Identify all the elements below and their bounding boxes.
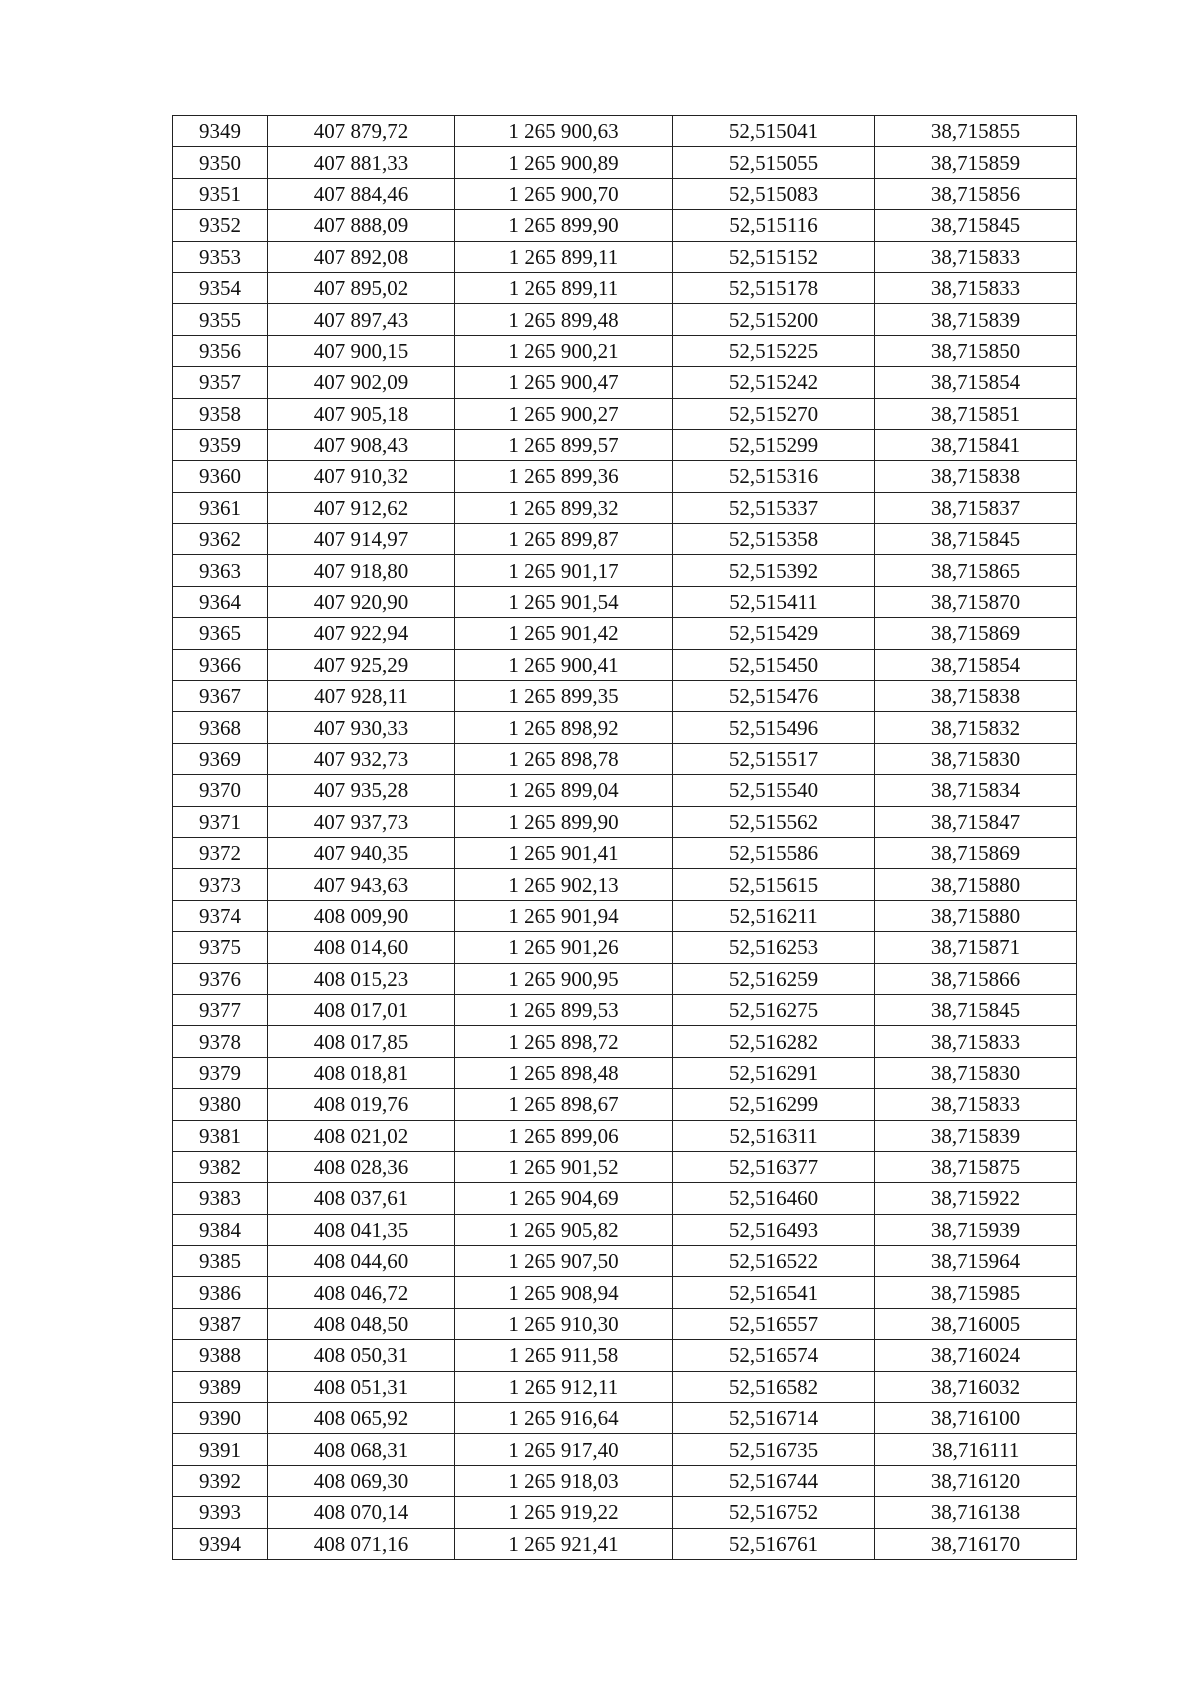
latitude-cell: 52,515242 [673,367,875,398]
latitude-cell: 52,515316 [673,461,875,492]
point-number-cell: 9381 [173,1120,268,1151]
table-row [173,241,1077,272]
y-coordinate-cell: 1 265 900,27 [455,398,673,429]
table-row [173,869,1077,900]
latitude-cell: 52,515540 [673,775,875,806]
table-row [173,492,1077,523]
point-number-cell: 9375 [173,932,268,963]
point-number-cell: 9389 [173,1371,268,1402]
point-number-cell: 9356 [173,335,268,366]
point-number-cell: 9382 [173,1151,268,1182]
table-row [173,1214,1077,1245]
longitude-cell: 38,715854 [875,367,1077,398]
x-coordinate-cell: 408 028,36 [268,1151,455,1182]
table-row [173,1308,1077,1339]
table-row [173,806,1077,837]
x-coordinate-cell: 408 051,31 [268,1371,455,1402]
longitude-cell: 38,716111 [875,1434,1077,1465]
point-number-cell: 9365 [173,618,268,649]
longitude-cell: 38,715859 [875,147,1077,178]
table-row [173,398,1077,429]
latitude-cell: 52,516744 [673,1465,875,1496]
y-coordinate-cell: 1 265 898,67 [455,1089,673,1120]
longitude-cell: 38,715841 [875,429,1077,460]
y-coordinate-cell: 1 265 899,35 [455,681,673,712]
y-coordinate-cell: 1 265 899,48 [455,304,673,335]
table-row [173,304,1077,335]
table-row [173,963,1077,994]
latitude-cell: 52,516541 [673,1277,875,1308]
point-number-cell: 9357 [173,367,268,398]
x-coordinate-cell: 408 070,14 [268,1497,455,1528]
y-coordinate-cell: 1 265 907,50 [455,1246,673,1277]
point-number-cell: 9358 [173,398,268,429]
x-coordinate-cell: 407 892,08 [268,241,455,272]
y-coordinate-cell: 1 265 911,58 [455,1340,673,1371]
table-row [173,1089,1077,1120]
longitude-cell: 38,715845 [875,994,1077,1025]
x-coordinate-cell: 408 017,01 [268,994,455,1025]
latitude-cell: 52,515450 [673,649,875,680]
point-number-cell: 9352 [173,210,268,241]
x-coordinate-cell: 407 881,33 [268,147,455,178]
y-coordinate-cell: 1 265 918,03 [455,1465,673,1496]
table-row [173,837,1077,868]
latitude-cell: 52,515152 [673,241,875,272]
latitude-cell: 52,516291 [673,1057,875,1088]
longitude-cell: 38,715850 [875,335,1077,366]
table-row [173,272,1077,303]
table-body [173,116,1077,1560]
x-coordinate-cell: 408 018,81 [268,1057,455,1088]
point-number-cell: 9349 [173,116,268,147]
table-row [173,367,1077,398]
longitude-cell: 38,715865 [875,555,1077,586]
table-row [173,1026,1077,1057]
y-coordinate-cell: 1 265 901,54 [455,586,673,617]
longitude-cell: 38,715869 [875,837,1077,868]
y-coordinate-cell: 1 265 899,36 [455,461,673,492]
point-number-cell: 9355 [173,304,268,335]
point-number-cell: 9385 [173,1246,268,1277]
table-row [173,461,1077,492]
table-row [173,994,1077,1025]
point-number-cell: 9392 [173,1465,268,1496]
y-coordinate-cell: 1 265 919,22 [455,1497,673,1528]
table-row [173,900,1077,931]
y-coordinate-cell: 1 265 899,32 [455,492,673,523]
latitude-cell: 52,516460 [673,1183,875,1214]
x-coordinate-cell: 407 918,80 [268,555,455,586]
latitude-cell: 52,515116 [673,210,875,241]
x-coordinate-cell: 407 937,73 [268,806,455,837]
latitude-cell: 52,515055 [673,147,875,178]
x-coordinate-cell: 407 884,46 [268,178,455,209]
x-coordinate-cell: 408 015,23 [268,963,455,994]
y-coordinate-cell: 1 265 910,30 [455,1308,673,1339]
table-row [173,1183,1077,1214]
x-coordinate-cell: 407 895,02 [268,272,455,303]
y-coordinate-cell: 1 265 900,95 [455,963,673,994]
point-number-cell: 9387 [173,1308,268,1339]
longitude-cell: 38,715839 [875,1120,1077,1151]
x-coordinate-cell: 407 902,09 [268,367,455,398]
y-coordinate-cell: 1 265 899,06 [455,1120,673,1151]
x-coordinate-cell: 408 037,61 [268,1183,455,1214]
y-coordinate-cell: 1 265 900,21 [455,335,673,366]
x-coordinate-cell: 408 041,35 [268,1214,455,1245]
longitude-cell: 38,715833 [875,272,1077,303]
latitude-cell: 52,515178 [673,272,875,303]
y-coordinate-cell: 1 265 901,94 [455,900,673,931]
y-coordinate-cell: 1 265 902,13 [455,869,673,900]
latitude-cell: 52,516522 [673,1246,875,1277]
longitude-cell: 38,715866 [875,963,1077,994]
latitude-cell: 52,516299 [673,1089,875,1120]
y-coordinate-cell: 1 265 901,42 [455,618,673,649]
table-row [173,932,1077,963]
y-coordinate-cell: 1 265 912,11 [455,1371,673,1402]
x-coordinate-cell: 407 900,15 [268,335,455,366]
point-number-cell: 9363 [173,555,268,586]
x-coordinate-cell: 408 068,31 [268,1434,455,1465]
table-row [173,1057,1077,1088]
latitude-cell: 52,516253 [673,932,875,963]
table-row [173,649,1077,680]
latitude-cell: 52,515337 [673,492,875,523]
latitude-cell: 52,516752 [673,1497,875,1528]
x-coordinate-cell: 408 044,60 [268,1246,455,1277]
y-coordinate-cell: 1 265 900,47 [455,367,673,398]
table-row [173,335,1077,366]
y-coordinate-cell: 1 265 900,70 [455,178,673,209]
x-coordinate-cell: 408 048,50 [268,1308,455,1339]
x-coordinate-cell: 407 914,97 [268,524,455,555]
table-row [173,524,1077,555]
x-coordinate-cell: 408 071,16 [268,1528,455,1559]
table-row [173,1340,1077,1371]
latitude-cell: 52,515517 [673,743,875,774]
point-number-cell: 9378 [173,1026,268,1057]
y-coordinate-cell: 1 265 921,41 [455,1528,673,1559]
latitude-cell: 52,516714 [673,1403,875,1434]
latitude-cell: 52,515299 [673,429,875,460]
latitude-cell: 52,516582 [673,1371,875,1402]
point-number-cell: 9350 [173,147,268,178]
y-coordinate-cell: 1 265 899,57 [455,429,673,460]
longitude-cell: 38,715871 [875,932,1077,963]
longitude-cell: 38,716170 [875,1528,1077,1559]
x-coordinate-cell: 407 910,32 [268,461,455,492]
point-number-cell: 9361 [173,492,268,523]
longitude-cell: 38,715830 [875,743,1077,774]
longitude-cell: 38,715838 [875,461,1077,492]
table-row [173,1528,1077,1559]
y-coordinate-cell: 1 265 900,41 [455,649,673,680]
longitude-cell: 38,715875 [875,1151,1077,1182]
point-number-cell: 9367 [173,681,268,712]
latitude-cell: 52,515392 [673,555,875,586]
x-coordinate-cell: 408 046,72 [268,1277,455,1308]
x-coordinate-cell: 407 940,35 [268,837,455,868]
latitude-cell: 52,515200 [673,304,875,335]
longitude-cell: 38,715856 [875,178,1077,209]
longitude-cell: 38,715830 [875,1057,1077,1088]
table-row [173,116,1077,147]
y-coordinate-cell: 1 265 905,82 [455,1214,673,1245]
longitude-cell: 38,715838 [875,681,1077,712]
point-number-cell: 9354 [173,272,268,303]
x-coordinate-cell: 408 021,02 [268,1120,455,1151]
point-number-cell: 9351 [173,178,268,209]
x-coordinate-cell: 408 069,30 [268,1465,455,1496]
longitude-cell: 38,715851 [875,398,1077,429]
latitude-cell: 52,516311 [673,1120,875,1151]
longitude-cell: 38,716024 [875,1340,1077,1371]
latitude-cell: 52,515411 [673,586,875,617]
longitude-cell: 38,715833 [875,1089,1077,1120]
table-row [173,618,1077,649]
y-coordinate-cell: 1 265 901,17 [455,555,673,586]
latitude-cell: 52,515562 [673,806,875,837]
y-coordinate-cell: 1 265 898,92 [455,712,673,743]
x-coordinate-cell: 407 897,43 [268,304,455,335]
y-coordinate-cell: 1 265 899,11 [455,241,673,272]
table-row [173,743,1077,774]
y-coordinate-cell: 1 265 916,64 [455,1403,673,1434]
x-coordinate-cell: 407 922,94 [268,618,455,649]
y-coordinate-cell: 1 265 898,72 [455,1026,673,1057]
longitude-cell: 38,715832 [875,712,1077,743]
longitude-cell: 38,715839 [875,304,1077,335]
point-number-cell: 9366 [173,649,268,680]
y-coordinate-cell: 1 265 898,78 [455,743,673,774]
point-number-cell: 9374 [173,900,268,931]
y-coordinate-cell: 1 265 904,69 [455,1183,673,1214]
longitude-cell: 38,715833 [875,241,1077,272]
x-coordinate-cell: 407 935,28 [268,775,455,806]
x-coordinate-cell: 408 009,90 [268,900,455,931]
point-number-cell: 9353 [173,241,268,272]
table-row [173,1151,1077,1182]
latitude-cell: 52,515270 [673,398,875,429]
latitude-cell: 52,515496 [673,712,875,743]
y-coordinate-cell: 1 265 901,26 [455,932,673,963]
point-number-cell: 9394 [173,1528,268,1559]
x-coordinate-cell: 408 014,60 [268,932,455,963]
latitude-cell: 52,515476 [673,681,875,712]
longitude-cell: 38,716120 [875,1465,1077,1496]
table-row [173,1371,1077,1402]
latitude-cell: 52,516557 [673,1308,875,1339]
table-row [173,1403,1077,1434]
table-row [173,1277,1077,1308]
y-coordinate-cell: 1 265 899,11 [455,272,673,303]
y-coordinate-cell: 1 265 917,40 [455,1434,673,1465]
longitude-cell: 38,715845 [875,524,1077,555]
longitude-cell: 38,715880 [875,900,1077,931]
y-coordinate-cell: 1 265 901,52 [455,1151,673,1182]
x-coordinate-cell: 407 943,63 [268,869,455,900]
y-coordinate-cell: 1 265 901,41 [455,837,673,868]
table-row [173,1246,1077,1277]
table-row [173,712,1077,743]
y-coordinate-cell: 1 265 899,90 [455,806,673,837]
point-number-cell: 9373 [173,869,268,900]
table-row [173,178,1077,209]
longitude-cell: 38,716032 [875,1371,1077,1402]
longitude-cell: 38,716100 [875,1403,1077,1434]
y-coordinate-cell: 1 265 899,04 [455,775,673,806]
longitude-cell: 38,716005 [875,1308,1077,1339]
latitude-cell: 52,515429 [673,618,875,649]
latitude-cell: 52,516282 [673,1026,875,1057]
table-row [173,147,1077,178]
x-coordinate-cell: 407 912,62 [268,492,455,523]
table-row [173,210,1077,241]
point-number-cell: 9383 [173,1183,268,1214]
table-row [173,1465,1077,1496]
y-coordinate-cell: 1 265 900,89 [455,147,673,178]
point-number-cell: 9380 [173,1089,268,1120]
table-row [173,1120,1077,1151]
latitude-cell: 52,516259 [673,963,875,994]
latitude-cell: 52,515225 [673,335,875,366]
y-coordinate-cell: 1 265 899,53 [455,994,673,1025]
point-number-cell: 9384 [173,1214,268,1245]
longitude-cell: 38,716138 [875,1497,1077,1528]
point-number-cell: 9391 [173,1434,268,1465]
table-row [173,555,1077,586]
point-number-cell: 9362 [173,524,268,555]
point-number-cell: 9386 [173,1277,268,1308]
latitude-cell: 52,515083 [673,178,875,209]
y-coordinate-cell: 1 265 900,63 [455,116,673,147]
point-number-cell: 9372 [173,837,268,868]
longitude-cell: 38,715870 [875,586,1077,617]
y-coordinate-cell: 1 265 908,94 [455,1277,673,1308]
x-coordinate-cell: 407 888,09 [268,210,455,241]
point-number-cell: 9368 [173,712,268,743]
longitude-cell: 38,715845 [875,210,1077,241]
x-coordinate-cell: 407 920,90 [268,586,455,617]
table-row [173,1434,1077,1465]
longitude-cell: 38,715922 [875,1183,1077,1214]
latitude-cell: 52,516761 [673,1528,875,1559]
point-number-cell: 9364 [173,586,268,617]
longitude-cell: 38,715833 [875,1026,1077,1057]
x-coordinate-cell: 408 065,92 [268,1403,455,1434]
x-coordinate-cell: 408 019,76 [268,1089,455,1120]
point-number-cell: 9379 [173,1057,268,1088]
longitude-cell: 38,715985 [875,1277,1077,1308]
latitude-cell: 52,516735 [673,1434,875,1465]
x-coordinate-cell: 407 932,73 [268,743,455,774]
longitude-cell: 38,715964 [875,1246,1077,1277]
x-coordinate-cell: 408 017,85 [268,1026,455,1057]
x-coordinate-cell: 407 925,29 [268,649,455,680]
x-coordinate-cell: 408 050,31 [268,1340,455,1371]
point-number-cell: 9376 [173,963,268,994]
table-row [173,429,1077,460]
latitude-cell: 52,515358 [673,524,875,555]
y-coordinate-cell: 1 265 899,87 [455,524,673,555]
point-number-cell: 9359 [173,429,268,460]
longitude-cell: 38,715847 [875,806,1077,837]
point-number-cell: 9360 [173,461,268,492]
table-row [173,775,1077,806]
latitude-cell: 52,516493 [673,1214,875,1245]
longitude-cell: 38,715837 [875,492,1077,523]
table-row [173,681,1077,712]
latitude-cell: 52,515041 [673,116,875,147]
latitude-cell: 52,515586 [673,837,875,868]
x-coordinate-cell: 407 879,72 [268,116,455,147]
longitude-cell: 38,715869 [875,618,1077,649]
y-coordinate-cell: 1 265 899,90 [455,210,673,241]
point-number-cell: 9369 [173,743,268,774]
latitude-cell: 52,516377 [673,1151,875,1182]
point-number-cell: 9390 [173,1403,268,1434]
point-number-cell: 9377 [173,994,268,1025]
latitude-cell: 52,516275 [673,994,875,1025]
table-row [173,586,1077,617]
longitude-cell: 38,715880 [875,869,1077,900]
latitude-cell: 52,516574 [673,1340,875,1371]
point-number-cell: 9371 [173,806,268,837]
y-coordinate-cell: 1 265 898,48 [455,1057,673,1088]
point-number-cell: 9388 [173,1340,268,1371]
x-coordinate-cell: 407 930,33 [268,712,455,743]
point-number-cell: 9393 [173,1497,268,1528]
longitude-cell: 38,715855 [875,116,1077,147]
longitude-cell: 38,715854 [875,649,1077,680]
latitude-cell: 52,515615 [673,869,875,900]
longitude-cell: 38,715834 [875,775,1077,806]
x-coordinate-cell: 407 928,11 [268,681,455,712]
point-number-cell: 9370 [173,775,268,806]
x-coordinate-cell: 407 905,18 [268,398,455,429]
coordinates-table [172,115,1077,1560]
longitude-cell: 38,715939 [875,1214,1077,1245]
x-coordinate-cell: 407 908,43 [268,429,455,460]
latitude-cell: 52,516211 [673,900,875,931]
table-row [173,1497,1077,1528]
